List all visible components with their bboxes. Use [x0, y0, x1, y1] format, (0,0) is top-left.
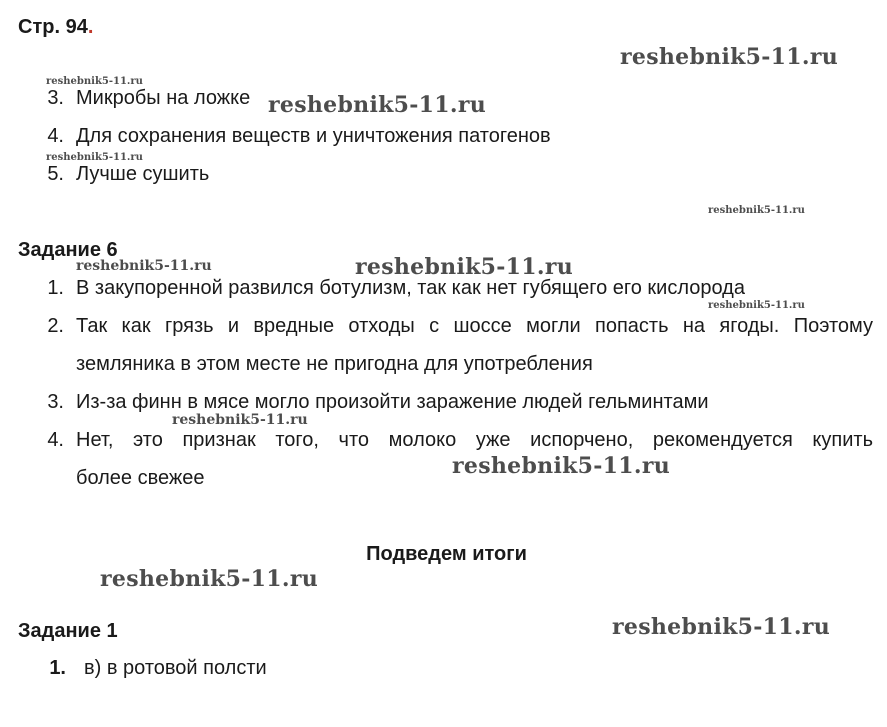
list-item-number: 3.: [47, 87, 64, 109]
section-title-task-1: Задание 1: [18, 620, 118, 642]
list-item-text-line: Так как грязь и вредные отходы с шоссе могли попасть на ягоды. Поэтому: [76, 315, 873, 337]
list-item-text-line: земляника в этом месте не пригодна для употребления: [76, 353, 593, 375]
list-item-number: 4.: [47, 429, 64, 451]
page-label-text: Стр. 94: [18, 16, 88, 38]
section-title-task-6: Задание 6: [18, 239, 118, 261]
list-item-text: Микробы на ложке: [76, 87, 251, 109]
watermark: reshebnik5-11.ru: [76, 258, 212, 274]
watermark: reshebnik5-11.ru: [172, 412, 308, 428]
watermark: reshebnik5-11.ru: [355, 254, 574, 280]
watermark: reshebnik5-11.ru: [708, 205, 805, 216]
summary-heading-text: Подведем итоги: [366, 543, 527, 565]
watermark: reshebnik5-11.ru: [268, 92, 487, 118]
watermark: reshebnik5-11.ru: [620, 44, 839, 70]
list-item-text: Для сохранения веществ и уничтожения патогенов: [76, 125, 551, 147]
watermark: reshebnik5-11.ru: [452, 453, 671, 479]
watermark: reshebnik5-11.ru: [708, 300, 805, 311]
list-item-text: В закупоренной развился ботулизм, так как нет губящего его кислорода: [76, 277, 745, 299]
list-item-number: 1.: [49, 657, 66, 679]
section-heading-summary: [0, 542, 887, 566]
list-item-text: Из-за финн в мясе могло произойти заражение людей гельминтами: [76, 391, 709, 413]
watermark: reshebnik5-11.ru: [46, 152, 143, 163]
list-item-text-line: более свежее: [76, 467, 205, 489]
list-item-number: 3.: [47, 391, 64, 413]
watermark: reshebnik5-11.ru: [46, 76, 143, 87]
page-label: [18, 15, 93, 39]
page-label-dot: .: [87, 16, 94, 38]
list-item-number: 4.: [47, 125, 64, 147]
list-item-number: 2.: [47, 315, 64, 337]
list-item-number: 5.: [47, 163, 64, 185]
list-item-text-line: Нет, это признак того, что молоко уже испорчено, рекомендуется купить: [76, 429, 873, 451]
list-item-text: в) в ротовой полсти: [84, 657, 267, 679]
list-item-number: 1.: [47, 277, 64, 299]
watermark: reshebnik5-11.ru: [100, 566, 319, 592]
list-item-text: Лучше сушить: [76, 163, 210, 185]
watermark: reshebnik5-11.ru: [612, 614, 831, 640]
